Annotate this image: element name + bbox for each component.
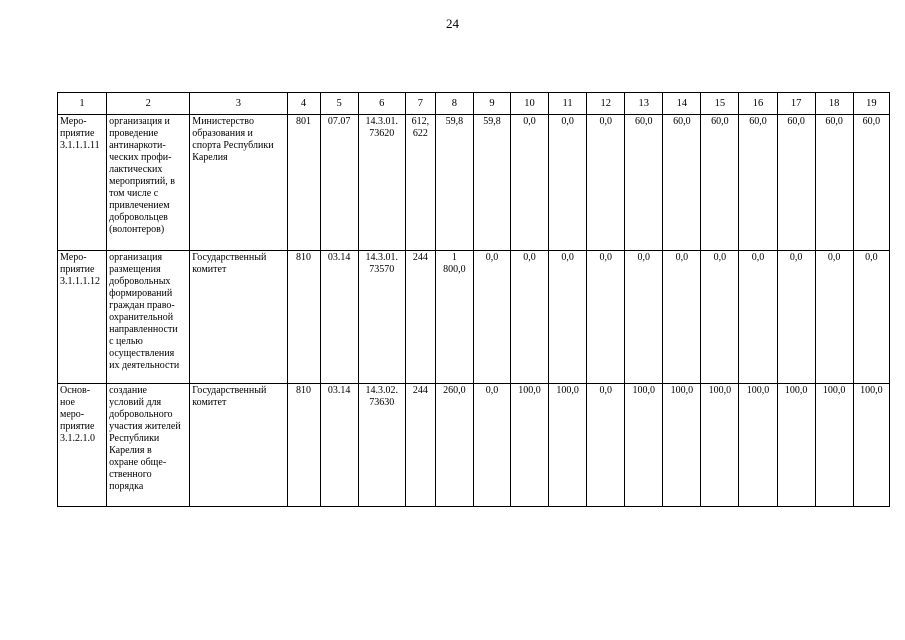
expense-type-cell: 244 [405,251,435,384]
col-header: 2 [107,93,190,115]
col-header: 5 [320,93,358,115]
executor-cell: Министерство образования и спорта Республики Карелия [190,115,287,251]
col-header: 11 [549,93,587,115]
measure-name-cell: организация размещения добровольных формирований граждан право- охранительной направленности с целью осуществления их деятельности [107,251,190,384]
value-cell: 60,0 [815,115,853,251]
value-cell: 100,0 [663,384,701,507]
value-cell: 0,0 [473,251,510,384]
expense-type-cell: 612, 622 [405,115,435,251]
value-cell: 100,0 [511,384,549,507]
col-header: 9 [473,93,510,115]
measure-name-cell: создание условий для добровольного участия жителей Республики Карелия в охране обще- ственного порядка [107,384,190,507]
table-row [58,384,890,507]
measure-code-cell: Основ- ное меро- приятие 3.1.2.1.0 [58,384,107,507]
value-cell: 0,0 [815,251,853,384]
col-header: 18 [815,93,853,115]
col-header: 4 [287,93,320,115]
header-row [58,93,890,115]
value-cell: 0,0 [511,251,549,384]
value-cell: 1 800,0 [435,251,473,384]
target-article-cell: 14.3.01. 73570 [358,251,405,384]
col-header: 8 [435,93,473,115]
value-cell: 100,0 [853,384,889,507]
target-article-cell: 14.3.01. 73620 [358,115,405,251]
value-cell: 100,0 [549,384,587,507]
value-cell: 0,0 [777,251,815,384]
col-header: 13 [625,93,663,115]
col-header: 3 [190,93,287,115]
value-cell: 0,0 [739,251,777,384]
value-cell: 0,0 [473,384,510,507]
value-cell: 60,0 [701,115,739,251]
budget-table [57,92,890,507]
measure-code-cell: Меро- приятие 3.1.1.1.11 [58,115,107,251]
value-cell: 60,0 [625,115,663,251]
value-cell: 0,0 [549,251,587,384]
value-cell: 0,0 [549,115,587,251]
value-cell: 60,0 [853,115,889,251]
col-header: 19 [853,93,889,115]
value-cell: 260,0 [435,384,473,507]
page-number: 24 [446,16,459,31]
col-header: 15 [701,93,739,115]
section-code-cell: 07.07 [320,115,358,251]
col-header: 10 [511,93,549,115]
table-row [58,251,890,384]
expense-type-cell: 244 [405,384,435,507]
value-cell: 0,0 [625,251,663,384]
value-cell: 59,8 [473,115,510,251]
table-row [58,115,890,251]
col-header: 1 [58,93,107,115]
value-cell: 100,0 [625,384,663,507]
section-code-cell: 03.14 [320,384,358,507]
value-cell: 100,0 [701,384,739,507]
value-cell: 100,0 [815,384,853,507]
target-article-cell: 14.3.02. 73630 [358,384,405,507]
value-cell: 0,0 [587,251,625,384]
col-header: 12 [587,93,625,115]
value-cell: 0,0 [587,384,625,507]
value-cell: 0,0 [853,251,889,384]
col-header: 14 [663,93,701,115]
value-cell: 0,0 [587,115,625,251]
gr-code-cell: 810 [287,384,320,507]
value-cell: 59,8 [435,115,473,251]
section-code-cell: 03.14 [320,251,358,384]
measure-name-cell: организация и проведение антинаркоти- ческих профи- лактических мероприятий, в том числе с привлечением добровольцев (волонтеров) [107,115,190,251]
measure-code-cell: Меро- приятие 3.1.1.1.12 [58,251,107,384]
value-cell: 100,0 [739,384,777,507]
gr-code-cell: 810 [287,251,320,384]
value-cell: 0,0 [663,251,701,384]
gr-code-cell: 801 [287,115,320,251]
value-cell: 60,0 [663,115,701,251]
col-header: 17 [777,93,815,115]
value-cell: 100,0 [777,384,815,507]
executor-cell: Государственный комитет [190,251,287,384]
value-cell: 60,0 [777,115,815,251]
executor-cell: Государственный комитет [190,384,287,507]
value-cell: 0,0 [701,251,739,384]
value-cell: 60,0 [739,115,777,251]
col-header: 7 [405,93,435,115]
col-header: 6 [358,93,405,115]
col-header: 16 [739,93,777,115]
value-cell: 0,0 [511,115,549,251]
